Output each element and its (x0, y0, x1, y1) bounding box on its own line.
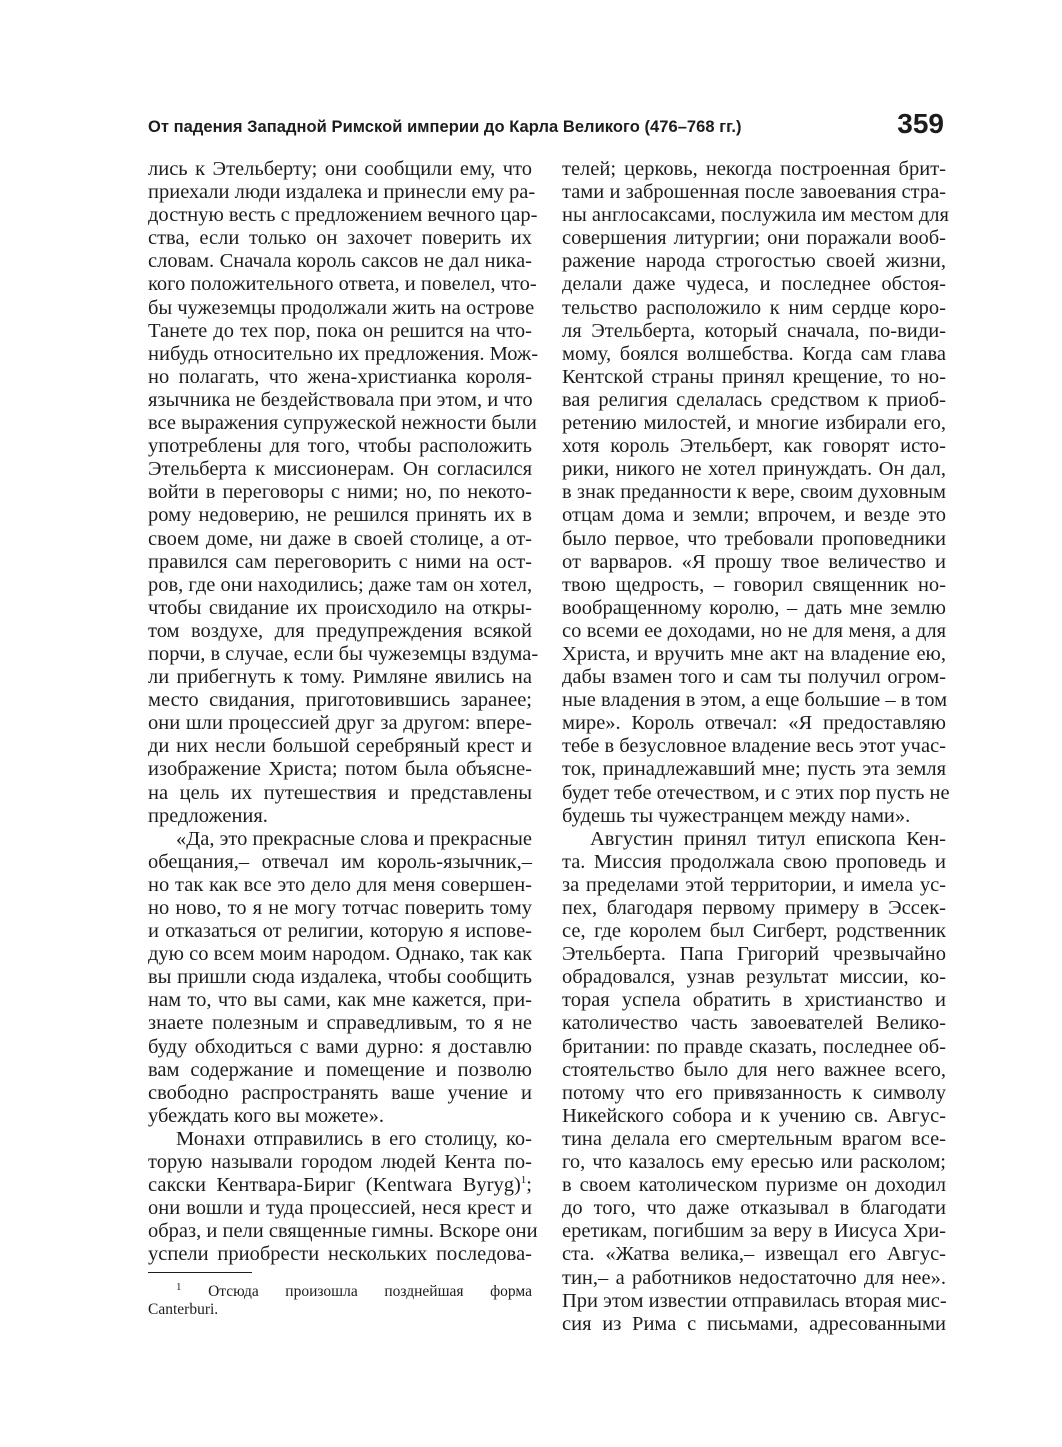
text-line: словам. Сначала король саксов не дал ника- (148, 250, 532, 273)
text-fragment: сакски Кентвара-Бириг (Kentwara Byryg) (148, 1174, 521, 1197)
text-line: предложения. (148, 804, 268, 827)
footnote-line: Canterburi. (148, 1301, 219, 1318)
text-line: от варваров. «Я прошу твое величество и (562, 550, 946, 573)
text-line: ны англосаксами, послужила им местом для (562, 204, 949, 227)
text-line: се, где королем был Сигберт, родственник (562, 920, 946, 943)
text-line: все выражения супружеской нежности были (148, 412, 537, 435)
text-line: дую со всем моим народом. Однако, так как (148, 943, 533, 966)
footnote-rule (148, 1272, 252, 1273)
footnote-text: Отсюда произошла позднейшая форма (208, 1283, 532, 1300)
text-line: употреблены для того, чтобы расположить (148, 435, 532, 458)
text-line: свободно распространять ваше учение и (148, 1081, 532, 1104)
text-line: стоятельство было для него важнее всего, (562, 1058, 946, 1081)
text-line: обрадовался, узнав результат миссии, ко- (562, 966, 946, 989)
text-line: они вошли и туда процессией, неся крест и (148, 1197, 532, 1220)
text-line: го, что казалось ему ересью или расколом; (562, 1151, 946, 1174)
footnote-reference: 1 (520, 1174, 527, 1187)
text-line: рому недоверию, не решился принять их в (148, 504, 532, 527)
text-line: бы чужеземцы продолжали жить на острове (148, 296, 535, 319)
text-line: сия из Рима с письмами, адресованными (562, 1312, 946, 1335)
text-line: вы пришли сюда издалека, чтобы сообщить (148, 966, 532, 989)
text-line: торая успела обратить в христианство и (562, 989, 946, 1012)
text-line: хотя король Этельберт, как говорят исто- (562, 435, 946, 458)
text-line: рики, никого не хотел принуждать. Он дал, (562, 458, 946, 481)
text-line: Этельберта к миссионерам. Он согласился (148, 458, 532, 481)
text-line: та. Миссия продолжала свою проповедь и (562, 850, 946, 873)
text-line: Танете до тех пор, пока он решится на что- (148, 319, 532, 342)
text-line: образ, и пели священные гимны. Вскоре они (148, 1220, 538, 1243)
text-line: вам содержание и помещение и позволю (148, 1058, 532, 1081)
text-line: Христа, и вручить мне акт на владение ею, (562, 642, 946, 665)
text-line: вообращенному королю, – дать мне землю (562, 596, 946, 619)
text-line: нибудь относительно их предложения. Мож- (148, 342, 539, 365)
text-line: мому, боялся волшебства. Когда сам глава (562, 342, 946, 365)
footnote-marker: 1 (176, 1280, 182, 1293)
text-line: отцам дома и земли; впрочем, и везде это (562, 504, 946, 527)
text-line: ля Этельберта, который сначала, по-види- (562, 319, 946, 342)
text-line: за пределами этой территории, и имела ус- (562, 873, 946, 896)
text-line: кого положительного ответа, и повелел, что- (148, 273, 537, 296)
text-line: вая религия сделалась средством к приоб- (562, 388, 946, 411)
text-line: том воздухе, для предупреждения всякой (148, 619, 532, 642)
text-line: но полагать, что жена-христианка короля- (148, 365, 532, 388)
text-line: нам то, что вы сами, как мне кажется, при- (148, 989, 532, 1012)
page-number: 359 (897, 108, 944, 139)
text-line: до того, что даже отказывал в благодати (562, 1197, 946, 1220)
text-line: тин,– а работников недостаточно для нее». (562, 1266, 946, 1289)
text-line: британии: по правде сказать, последнее об- (562, 1035, 946, 1058)
text-line: они шли процессией друг за другом: впере- (148, 712, 532, 735)
text-line: католичество часть завоевателей Велико- (562, 1012, 946, 1035)
text-line: Этельберта. Папа Григорий чрезвычайно (562, 943, 946, 966)
text-line: порчи, в случае, если бы чужеземцы вздума- (148, 642, 539, 665)
text-line: приехали люди издалека и принесли ему ра- (148, 181, 536, 204)
left-text-column (148, 158, 539, 1267)
text-line: торую называли городом людей Кента по- (148, 1151, 532, 1174)
text-line: ражение народа строгостью своей жизни, (562, 250, 946, 273)
running-head (148, 108, 944, 144)
text-line: делали даже чудеса, и последнее обстоя- (562, 273, 946, 296)
text-line: на цель их путешествия и представлены (148, 781, 532, 804)
text-line: ли прибегнуть к тому. Римляне явились на (148, 666, 532, 689)
text-line: еретикам, погибшим за веру в Иисуса Хри- (562, 1220, 946, 1243)
text-line: успели приобрести нескольких последова- (148, 1243, 532, 1266)
text-line: совершения литургии; они поражали вооб- (562, 227, 946, 250)
text-line: со всеми ее доходами, но не для меня, а для (562, 619, 946, 642)
text-line: и отказаться от религии, которую я испове- (148, 920, 532, 943)
text-line (148, 1174, 532, 1197)
text-line: будет тебе отечеством, и с этих пор пусть не (562, 781, 950, 804)
running-title: От падения Западной Римской империи до Карла Великого (476–768 гг.) (148, 118, 742, 136)
text-line: ста. «Жатва велика,– извещал его Авгус- (562, 1243, 946, 1266)
text-line: дабы взамен того и сам ты получил огром- (562, 666, 946, 689)
text-line: ретению милостей, и многие избирали его, (562, 412, 946, 435)
text-line: Августин принял титул епископа Кен- (590, 827, 946, 850)
text-line: тина делала его смертельным врагом все- (562, 1127, 946, 1150)
text-line: тельство расположило к ним сердце коро- (562, 296, 946, 319)
text-line: Кентской страны принял крещение, то но- (562, 365, 946, 388)
text-line: Монахи отправились в его столицу, ко- (176, 1127, 532, 1150)
text-line: Никейского собора и к учению св. Авгус- (562, 1104, 946, 1127)
text-line: При этом известии отправилась вторая мис- (562, 1289, 947, 1312)
text-line: тебе в безусловное владение весь этот учас- (562, 735, 946, 758)
text-line: будешь ты чужестранцем между нами». (562, 804, 911, 827)
text-line: место свидания, приготовившись заранее; (148, 689, 532, 712)
text-line: убеждать кого вы можете». (148, 1104, 384, 1127)
text-line: «Да, это прекрасные слова и прекрасные (176, 827, 533, 850)
text-line: ток, принадлежавший мне; пусть эта земля (562, 758, 946, 781)
text-line: но так как все это дело для меня совершен- (148, 873, 532, 896)
footnote (148, 1280, 532, 1319)
text-line: ди них несли большой серебряный крест и (148, 735, 532, 758)
text-line: было первое, что требовали проповедники (562, 527, 946, 550)
text-line: войти в переговоры с ними; но, по некото- (148, 481, 532, 504)
text-line: тами и заброшенная после завоевания стра- (562, 181, 946, 204)
text-fragment: ; (526, 1174, 532, 1197)
text-line: достную весть с предложением вечного цар- (148, 204, 538, 227)
text-line: пех, благодаря первому примеру в Эссек- (562, 897, 946, 919)
text-line: чтобы свидание их происходило на откры- (148, 596, 532, 619)
text-line: обещания,– отвечал им король-язычник,– (148, 850, 532, 873)
text-line: изображение Христа; потом была объясне- (148, 758, 532, 781)
text-line: твою щедрость, – говорил священник но- (562, 573, 946, 596)
text-line: ров, где они находились; даже там он хотел, (148, 573, 533, 596)
text-line: телей; церковь, некогда построенная брит- (562, 158, 946, 180)
text-line: язычника не бездействовала при этом, и что (148, 388, 533, 411)
text-line: ные владения в этом, а еще большие – в том (562, 689, 948, 712)
text-line: но ново, то я не могу тотчас поверить тому (148, 897, 532, 919)
text-line: в своем католическом пуризме он доходил (562, 1174, 946, 1197)
footnote-line (148, 1280, 532, 1301)
text-line: лись к Этельберту; они сообщили ему, что (148, 158, 532, 180)
right-text-column (562, 158, 950, 1336)
text-line: ства, если только он захочет поверить их (148, 227, 532, 250)
text-line: правился сам переговорить с ними на ост- (148, 550, 532, 573)
text-line: в знак преданности к вере, своим духовным (562, 481, 946, 504)
text-line: знаете полезным и справедливым, то я не (148, 1012, 532, 1035)
text-line: потому что его привязанность к символу (562, 1081, 946, 1104)
text-line: своем доме, ни даже в своей столице, а от- (148, 527, 532, 550)
text-line: мире». Король отвечал: «Я предоставляю (562, 712, 946, 735)
text-line: буду обходиться с вами дурно: я доставлю (148, 1035, 532, 1058)
